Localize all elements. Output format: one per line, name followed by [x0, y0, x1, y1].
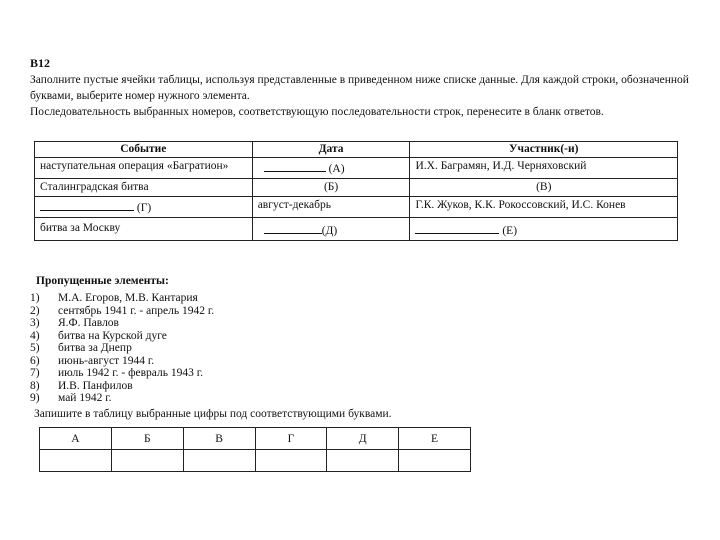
- table-row: [35, 218, 678, 241]
- cell-date: [252, 218, 410, 241]
- cell-participants: И.Х. Баграмян, И.Д. Черняховский: [410, 158, 678, 179]
- cell-date: август-декабрь: [252, 197, 410, 218]
- answer-letters-row: [40, 428, 471, 450]
- cell-participants: [410, 218, 678, 241]
- answer-input-row: [40, 450, 471, 472]
- answer-cell[interactable]: [183, 450, 255, 472]
- list-item: 8) И.В. Панфилов: [30, 379, 133, 392]
- blank-label: (В): [536, 181, 552, 193]
- cell-participants: [410, 179, 678, 197]
- header-date: Дата: [252, 142, 410, 158]
- blank-label: (Б): [323, 181, 339, 193]
- list-item: 6) июнь-август 1944 г.: [30, 354, 155, 367]
- blank-label: (Г): [136, 202, 152, 214]
- blank-label: (А): [328, 163, 345, 175]
- list-item: 2) сентябрь 1941 г. - апрель 1942 г.: [30, 304, 215, 317]
- list-item: 9) май 1942 г.: [30, 392, 112, 404]
- answer-cell[interactable]: [399, 450, 471, 472]
- header-event: Событие: [35, 142, 253, 158]
- blank-line: [40, 198, 134, 211]
- answer-instruction: Запишите в таблицу выбранные цифры под соответствующими буквами.: [34, 408, 392, 420]
- missing-elements-title: Пропущенные элементы:: [36, 275, 169, 287]
- cell-date: [252, 158, 410, 179]
- answer-cell[interactable]: [255, 450, 327, 472]
- blank-line: [415, 221, 499, 234]
- table-header-row: [35, 142, 678, 158]
- cell-event: Сталинградская битва: [35, 179, 253, 197]
- answer-cell[interactable]: [40, 450, 112, 472]
- instruction-paragraph: Заполните пустые ячейки таблицы, используя представленные в приведенном ниже списке данные. Для каждой строки, обозначенной буквами, выберите номер нужного элемента.: [30, 74, 689, 102]
- task-instructions: [30, 72, 690, 120]
- table-row: [35, 179, 678, 197]
- missing-elements-list: [30, 292, 214, 405]
- list-item: 1) М.А. Егоров, М.В. Кантария: [30, 292, 198, 304]
- table-row: [35, 197, 678, 218]
- blank-label: (Д): [321, 225, 338, 237]
- blank-line: [264, 159, 326, 172]
- answer-cell[interactable]: [111, 450, 183, 472]
- blank-label: (Е): [502, 225, 518, 237]
- cell-date: [252, 179, 410, 197]
- table-row: [35, 158, 678, 179]
- answer-letter: Е: [399, 428, 471, 450]
- list-item: 3) Я.Ф. Павлов: [30, 317, 119, 329]
- list-item: 7) июль 1942 г. - февраль 1943 г.: [30, 367, 204, 379]
- cell-event: наступательная операция «Багратион»: [35, 158, 253, 179]
- blank-line: [264, 221, 322, 234]
- cell-event: битва за Москву: [35, 218, 253, 241]
- events-table: [34, 141, 678, 241]
- list-item: 4) битва на Курской дуге: [30, 329, 167, 342]
- answer-cell[interactable]: [327, 450, 399, 472]
- task-id: В12: [30, 56, 51, 70]
- answer-letter: Б: [111, 428, 183, 450]
- answer-letter: Д: [327, 428, 399, 450]
- list-item: 5) битва за Днепр: [30, 342, 132, 354]
- cell-event: [35, 197, 253, 218]
- answer-table: [39, 427, 471, 472]
- instruction-paragraph: Последовательность выбранных номеров, соответствующую последовательности строк, перенесите в бланк ответов.: [30, 106, 604, 118]
- answer-letter: В: [183, 428, 255, 450]
- cell-participants: Г.К. Жуков, К.К. Рокоссовский, И.С. Конев: [410, 197, 678, 218]
- header-participants: Участник(-и): [410, 142, 678, 158]
- answer-letter: А: [40, 428, 112, 450]
- answer-letter: Г: [255, 428, 327, 450]
